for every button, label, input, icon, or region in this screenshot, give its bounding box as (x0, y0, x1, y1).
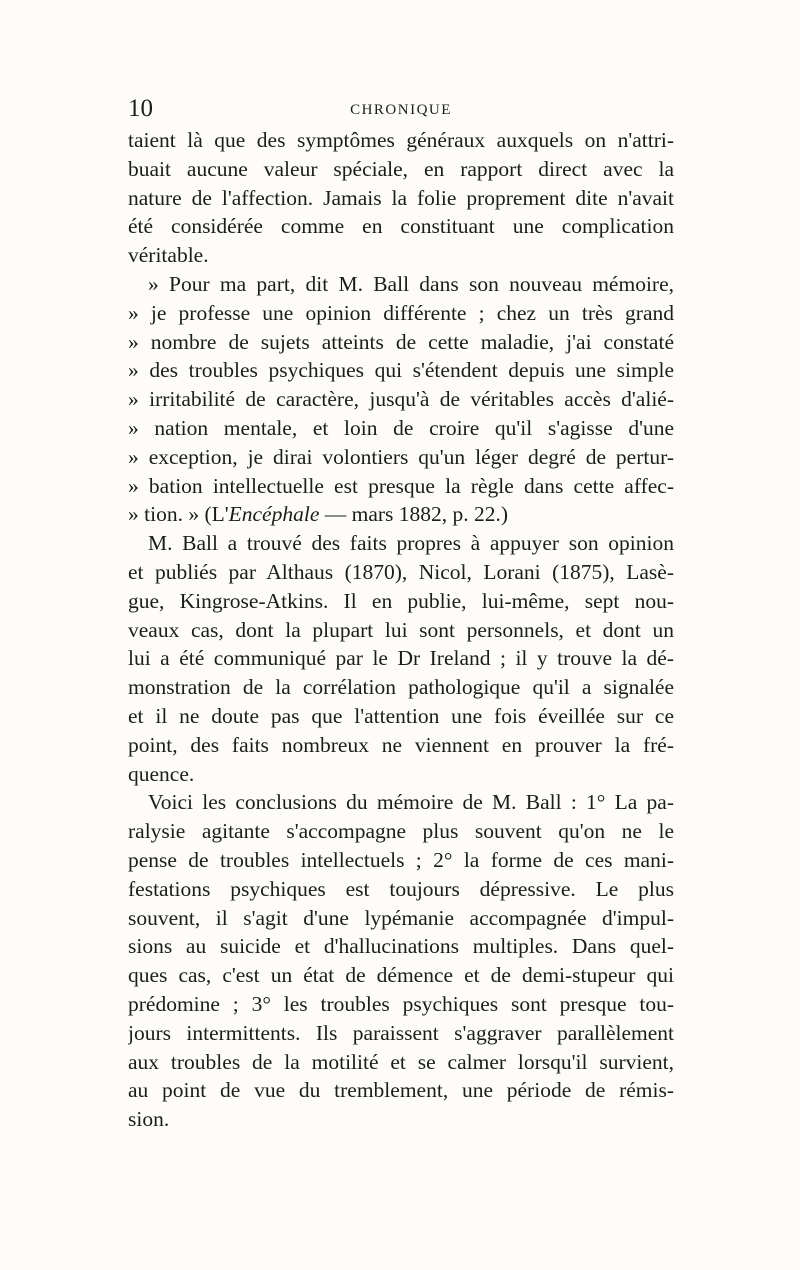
text-line (128, 702, 674, 731)
text-line (128, 385, 674, 414)
line-text: monstration de la corrélation pathologique qu'il a signalée (128, 675, 674, 700)
line-text: et il ne doute pas que l'attention une fois éveillée sur ce (128, 703, 674, 728)
text-line (128, 241, 674, 270)
text-line (128, 846, 674, 875)
text-line (128, 616, 674, 645)
line-text: gue, Kingrose-Atkins. Il en publie, lui-même, sept nou- (128, 588, 674, 613)
text-line (128, 1019, 674, 1048)
line-text: nature de l'affection. Jamais la folie proprement dite n'avait (128, 185, 674, 210)
line-text: ralysie agitante s'accompagne plus souvent qu'on ne le (128, 819, 674, 844)
line-text: » tion. » (L' (128, 502, 229, 527)
line-text: souvent, il s'agit d'une lypémanie accompagnée d'impul- (128, 905, 674, 930)
line-text: » Pour ma part, dit M. Ball dans son nouveau mémoire, (148, 271, 674, 296)
text-line (128, 644, 674, 673)
line-text: pense de troubles intellectuels ; 2° la forme de ces mani- (128, 847, 674, 872)
text-line (128, 990, 674, 1019)
text-line (128, 126, 674, 155)
text-line (128, 356, 674, 385)
text-line (128, 788, 674, 817)
line-text: été considérée comme en constituant une complication (128, 214, 674, 239)
text-line (128, 1105, 674, 1134)
text-line (128, 558, 674, 587)
line-text: ques cas, c'est un état de démence et de demi-stupeur qui (128, 963, 674, 988)
line-text: véritable. (128, 243, 209, 268)
text-line (128, 1076, 674, 1105)
text-line (128, 587, 674, 616)
body-text (128, 126, 674, 1134)
page-header (128, 94, 674, 124)
text-line (128, 932, 674, 961)
line-text: festations psychiques est toujours dépressive. Le plus (128, 876, 674, 901)
text-line (128, 731, 674, 760)
page-number: 10 (128, 95, 153, 122)
text-line (128, 414, 674, 443)
text-line (128, 270, 674, 299)
line-text-continued: — mars 1882, p. 22.) (319, 502, 509, 527)
text-line (128, 817, 674, 846)
line-text: quence. (128, 761, 195, 786)
line-text: » exception, je dirai volontiers qu'un léger degré de pertur- (128, 444, 674, 469)
line-text: » nombre de sujets atteints de cette maladie, j'ai constaté (128, 329, 674, 354)
journal-title: Encéphale (228, 502, 320, 527)
line-text: jours intermittents. Ils paraissent s'aggraver parallèlement (128, 1020, 674, 1045)
line-text: au point de vue du tremblement, une période de rémis- (128, 1078, 674, 1103)
line-text: taient là que des symptômes généraux auxquels on n'attri- (128, 128, 674, 152)
text-line (128, 212, 674, 241)
text-line (128, 1048, 674, 1077)
line-text: » des troubles psychiques qui s'étendent depuis une simple (128, 358, 674, 383)
line-text: sion. (128, 1107, 170, 1132)
line-text: lui a été communiqué par le Dr Ireland ; il y trouve la dé- (128, 646, 674, 671)
text-line (128, 500, 674, 529)
text-line (128, 529, 674, 558)
text-line (128, 673, 674, 702)
line-text: M. Ball a trouvé des faits propres à appuyer son opinion (148, 531, 674, 556)
text-line (128, 472, 674, 501)
line-text: » bation intellectuelle est presque la règle dans cette affec- (128, 473, 674, 498)
text-line (128, 875, 674, 904)
line-text: » irritabilité de caractère, jusqu'à de véritables accès d'alié- (128, 387, 674, 412)
text-line (128, 328, 674, 357)
line-text: » je professe une opinion différente ; chez un très grand (128, 300, 674, 325)
line-text: buait aucune valeur spéciale, en rapport direct avec la (128, 156, 674, 181)
line-text: point, des faits nombreux ne viennent en prouver la fré- (128, 732, 674, 757)
text-line (128, 299, 674, 328)
running-title: CHRONIQUE (350, 102, 452, 118)
line-text: veaux cas, dont la plupart lui sont personnels, et dont un (128, 617, 674, 642)
line-text: prédomine ; 3° les troubles psychiques sont presque tou- (128, 991, 674, 1016)
line-text: sions au suicide et d'hallucinations multiples. Dans quel- (128, 934, 674, 959)
text-line (128, 904, 674, 933)
line-text: aux troubles de la motilité et se calmer lorsqu'il survient, (128, 1049, 674, 1074)
text-line (128, 443, 674, 472)
text-line (128, 155, 674, 184)
line-text: Voici les conclusions du mémoire de M. Ball : 1° La pa- (148, 790, 674, 815)
text-line (128, 184, 674, 213)
line-text: et publiés par Althaus (1870), Nicol, Lorani (1875), Lasè- (128, 559, 674, 584)
text-line (128, 760, 674, 789)
text-line (128, 961, 674, 990)
line-text: » nation mentale, et loin de croire qu'il s'agisse d'une (128, 415, 674, 440)
